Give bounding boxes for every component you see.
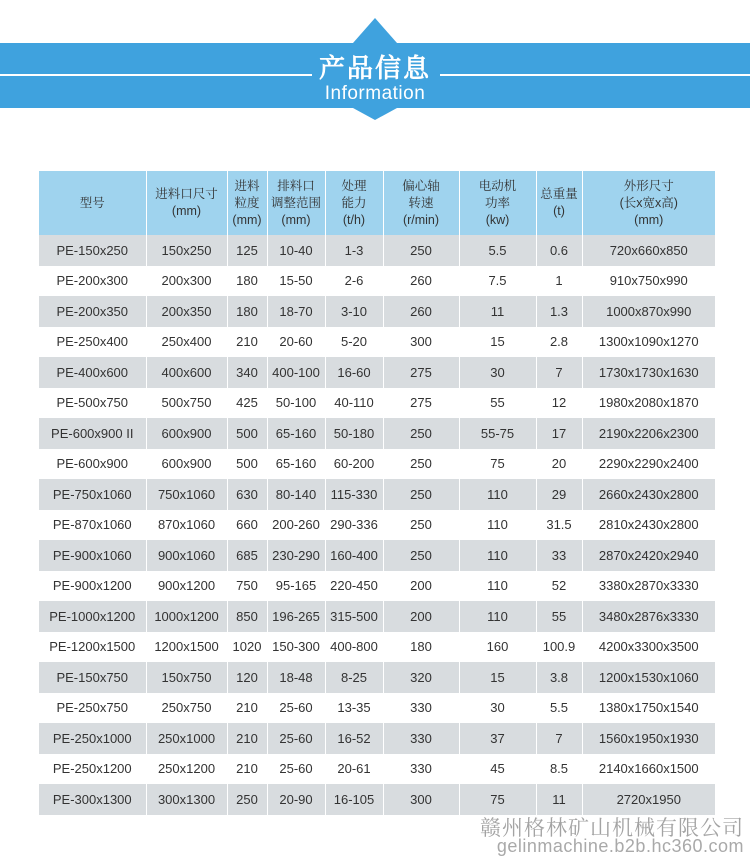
table-cell: 110 [459,540,536,571]
table-cell: 250x750 [146,693,227,724]
table-cell: 200 [383,571,459,602]
table-cell: 330 [383,693,459,724]
table-cell: 17 [536,418,582,449]
page-subtitle: Information [324,83,426,104]
column-header [267,171,325,235]
model-cell: PE-400x600 [39,357,146,388]
table-cell: 200x350 [146,296,227,327]
table-cell: 2660x2430x2800 [582,479,715,510]
table-cell: 4200x3300x3500 [582,632,715,663]
table-cell: 250 [227,784,267,815]
column-header-line: (mm) [232,212,262,227]
column-header-line: 偏心轴 [402,178,440,193]
table-row [39,662,715,693]
table-cell: 20-90 [267,784,325,815]
table-cell: 30 [459,693,536,724]
table-cell: 250 [383,418,459,449]
table-cell: 1300x1090x1270 [582,327,715,358]
chevron-up-icon [353,18,397,43]
table-cell: 425 [227,388,267,419]
table-cell: 7.5 [459,266,536,297]
table-cell: 600x900 [146,449,227,480]
table-cell: 5-20 [325,327,383,358]
table-row [39,540,715,571]
table-cell: 400-100 [267,357,325,388]
column-header-line: 转速 [408,195,434,210]
model-cell: PE-900x1200 [39,571,146,602]
table-row [39,235,715,266]
table-row [39,601,715,632]
table-row [39,296,715,327]
table-cell: 20-61 [325,754,383,785]
table-cell: 75 [459,449,536,480]
table-cell: 290-336 [325,510,383,541]
table-cell: 25-60 [267,693,325,724]
table-cell: 15 [459,327,536,358]
table-cell: 200 [383,601,459,632]
model-cell: PE-250x750 [39,693,146,724]
model-cell: PE-900x1060 [39,540,146,571]
table-cell: 200-260 [267,510,325,541]
table-cell: 2140x1660x1500 [582,754,715,785]
table-cell: 300 [383,784,459,815]
column-header-line: 总重量 [540,187,578,201]
column-header [39,171,146,235]
table-cell: 10-40 [267,235,325,266]
table-cell: 75 [459,784,536,815]
table-cell: 150-300 [267,632,325,663]
table-cell: 2720x1950 [582,784,715,815]
model-cell: PE-750x1060 [39,479,146,510]
table-cell: 900x1060 [146,540,227,571]
column-header-line: 功率 [484,195,510,210]
column-header-line: (mm) [634,212,664,227]
table-cell: 300 [383,327,459,358]
table-cell: 2810x2430x2800 [582,510,715,541]
table-cell: 275 [383,357,459,388]
table-cell: 250 [383,510,459,541]
watermark-company: 赣州格林矿山机械有限公司 [480,816,744,840]
table-cell: 330 [383,754,459,785]
table-cell: 65-160 [267,449,325,480]
column-header-line: 进料口尺寸 [155,187,218,201]
model-cell: PE-150x250 [39,235,146,266]
model-cell: PE-250x400 [39,327,146,358]
table-cell: 250x1200 [146,754,227,785]
column-header-line: (t/h) [342,212,366,227]
table-cell: 210 [227,693,267,724]
model-cell: PE-870x1060 [39,510,146,541]
column-header-line: (kw) [485,212,510,227]
table-cell: 210 [227,754,267,785]
table-cell: 15 [459,662,536,693]
table-cell: 750 [227,571,267,602]
column-header-line: 外形尺寸 [623,178,674,193]
table-cell: 8-25 [325,662,383,693]
table-cell: 110 [459,510,536,541]
table-cell: 1560x1950x1930 [582,723,715,754]
table-cell: 2290x2290x2400 [582,449,715,480]
table-cell: 250 [383,540,459,571]
table-cell: 330 [383,723,459,754]
column-header-line: 排料口 [277,178,315,193]
table-cell: 18-70 [267,296,325,327]
table-cell: 1200x1530x1060 [582,662,715,693]
chevron-down-icon [353,108,397,120]
column-header [146,171,227,235]
table-cell: 20-60 [267,327,325,358]
table-cell: 900x1200 [146,571,227,602]
column-header-line: (t) [553,204,565,218]
table-cell: 15-50 [267,266,325,297]
table-cell: 1980x2080x1870 [582,388,715,419]
table-cell: 260 [383,266,459,297]
model-cell: PE-1200x1500 [39,632,146,663]
table-cell: 29 [536,479,582,510]
table-cell: 2190x2206x2300 [582,418,715,449]
table-cell: 2.8 [536,327,582,358]
table-cell: 260 [383,296,459,327]
column-header-line: 电动机 [478,178,517,193]
table-cell: 5.5 [459,235,536,266]
table-row [39,632,715,663]
model-cell: PE-250x1200 [39,754,146,785]
model-cell: PE-600x900 [39,449,146,480]
table-cell: 18-48 [267,662,325,693]
table-cell: 275 [383,388,459,419]
table-cell: 750x1060 [146,479,227,510]
column-header [582,171,715,235]
table-cell: 3380x2870x3330 [582,571,715,602]
column-header-line: (长x宽x高) [619,195,678,210]
table-row [39,449,715,480]
column-header-line: (r/min) [402,212,440,227]
column-header [325,171,383,235]
table-cell: 7 [536,357,582,388]
table-cell: 3.8 [536,662,582,693]
table-row [39,571,715,602]
table-cell: 55 [459,388,536,419]
table-cell: 12 [536,388,582,419]
table-row [39,327,715,358]
table-cell: 30 [459,357,536,388]
table-cell: 5.5 [536,693,582,724]
table-cell: 400x600 [146,357,227,388]
table-cell: 180 [227,296,267,327]
table-cell: 115-330 [325,479,383,510]
table-cell: 7 [536,723,582,754]
table-cell: 1.3 [536,296,582,327]
table-cell: 320 [383,662,459,693]
column-header-line: 进料 [234,178,260,193]
column-header [536,171,582,235]
table-cell: 60-200 [325,449,383,480]
table-cell: 210 [227,723,267,754]
table-cell: 250 [383,479,459,510]
table-cell: 300x1300 [146,784,227,815]
table-cell: 50-100 [267,388,325,419]
table-cell: 110 [459,571,536,602]
table-cell: 180 [227,266,267,297]
table-cell: 220-450 [325,571,383,602]
table-cell: 1 [536,266,582,297]
table-cell: 11 [536,784,582,815]
table-cell: 180 [383,632,459,663]
table-cell: 196-265 [267,601,325,632]
table-cell: 16-52 [325,723,383,754]
table-cell: 1020 [227,632,267,663]
table-cell: 16-105 [325,784,383,815]
table-cell: 210 [227,327,267,358]
table-cell: 1200x1500 [146,632,227,663]
model-cell: PE-300x1300 [39,784,146,815]
table-cell: 250 [383,449,459,480]
table-cell: 3480x2876x3330 [582,601,715,632]
table-cell: 80-140 [267,479,325,510]
table-cell: 500 [227,449,267,480]
table-cell: 1380x1750x1540 [582,693,715,724]
table-cell: 150x750 [146,662,227,693]
table-cell: 1000x870x990 [582,296,715,327]
table-cell: 685 [227,540,267,571]
table-cell: 20 [536,449,582,480]
table-cell: 150x250 [146,235,227,266]
table-cell: 95-165 [267,571,325,602]
table-cell: 250x1000 [146,723,227,754]
table-cell: 31.5 [536,510,582,541]
table-row [39,723,715,754]
table-row [39,357,715,388]
table-cell: 1730x1730x1630 [582,357,715,388]
product-spec-table [39,171,715,815]
column-header-line: 调整范围 [270,195,321,210]
table-cell: 315-500 [325,601,383,632]
watermark-site: gelinmachine.b2b.hc360.com [496,836,744,856]
table-cell: 52 [536,571,582,602]
table-cell: 400-800 [325,632,383,663]
model-cell: PE-200x300 [39,266,146,297]
model-cell: PE-150x750 [39,662,146,693]
table-cell: 250x400 [146,327,227,358]
table-cell: 120 [227,662,267,693]
table-cell: 110 [459,601,536,632]
table-cell: 16-60 [325,357,383,388]
table-cell: 55 [536,601,582,632]
table-row [39,510,715,541]
column-header-line: 处理 [341,178,367,193]
table-row [39,266,715,297]
table-cell: 160-400 [325,540,383,571]
table-row [39,784,715,815]
column-header-line: (mm) [281,212,311,227]
model-cell: PE-250x1000 [39,723,146,754]
table-cell: 1000x1200 [146,601,227,632]
table-cell: 660 [227,510,267,541]
table-cell: 50-180 [325,418,383,449]
table-cell: 13-35 [325,693,383,724]
table-cell: 200x300 [146,266,227,297]
table-cell: 500x750 [146,388,227,419]
column-header [227,171,267,235]
table-cell: 11 [459,296,536,327]
table-cell: 1-3 [325,235,383,266]
table-cell: 125 [227,235,267,266]
table-row [39,479,715,510]
table-cell: 720x660x850 [582,235,715,266]
column-header-line: (mm) [171,204,202,218]
page-title: 产品信息 [318,54,431,84]
table-row [39,388,715,419]
table-cell: 37 [459,723,536,754]
column-header-line: 能力 [341,195,367,210]
table-cell: 340 [227,357,267,388]
model-cell: PE-500x750 [39,388,146,419]
table-cell: 910x750x990 [582,266,715,297]
table-cell: 40-110 [325,388,383,419]
table-header-row [39,171,715,235]
column-header-line: 粒度 [234,195,260,210]
table-cell: 870x1060 [146,510,227,541]
model-cell: PE-600x900 II [39,418,146,449]
table-cell: 100.9 [536,632,582,663]
table-cell: 500 [227,418,267,449]
table-cell: 0.6 [536,235,582,266]
table-cell: 230-290 [267,540,325,571]
model-cell: PE-1000x1200 [39,601,146,632]
column-header [383,171,459,235]
table-cell: 25-60 [267,723,325,754]
table-cell: 33 [536,540,582,571]
table-cell: 630 [227,479,267,510]
table-cell: 65-160 [267,418,325,449]
table-cell: 2870x2420x2940 [582,540,715,571]
table-cell: 45 [459,754,536,785]
table-row [39,754,715,785]
table-cell: 250 [383,235,459,266]
column-header-line: 型号 [79,195,105,210]
model-cell: PE-200x350 [39,296,146,327]
table-cell: 2-6 [325,266,383,297]
table-cell: 110 [459,479,536,510]
table-row [39,693,715,724]
table-cell: 160 [459,632,536,663]
table-cell: 600x900 [146,418,227,449]
table-cell: 25-60 [267,754,325,785]
table-row [39,418,715,449]
table-cell: 8.5 [536,754,582,785]
table-cell: 850 [227,601,267,632]
table-cell: 55-75 [459,418,536,449]
table-cell: 3-10 [325,296,383,327]
column-header [459,171,536,235]
